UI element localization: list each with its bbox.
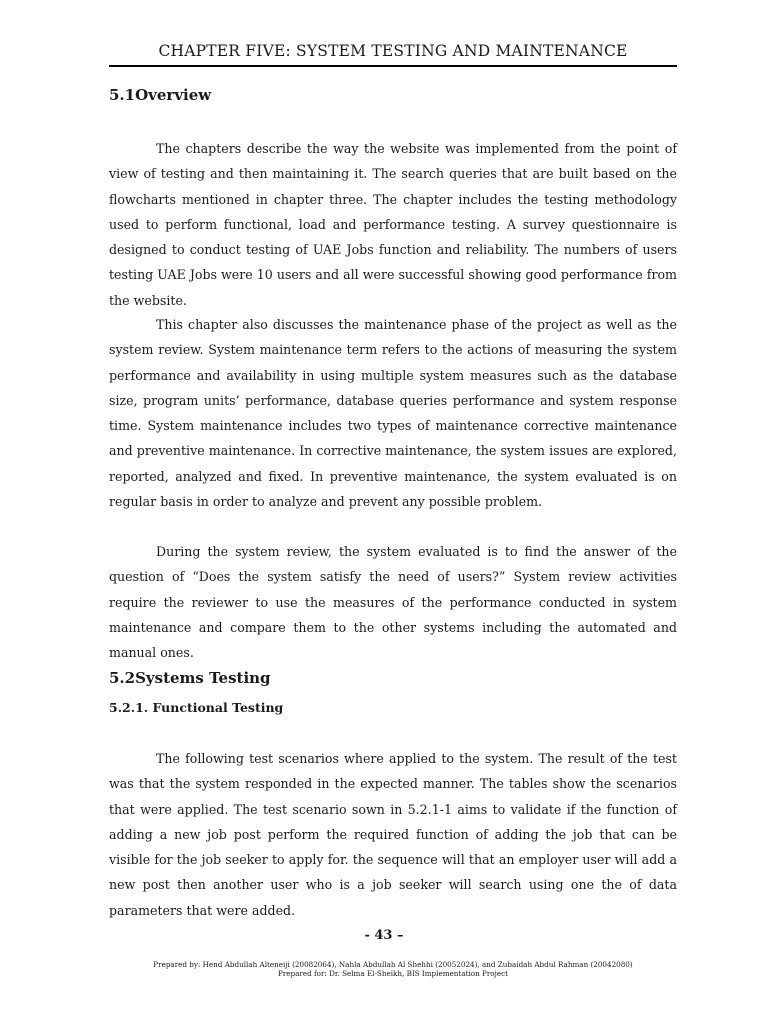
page-number: - 43 – [364,928,404,943]
footer-prepared-by: Prepared by: Hend Abdullah Alteneiji (20082064), Nahla Abdullah Al Shehhi (20052024), and Zubaidah Abdul Rahman (20042080) [153,960,633,969]
paragraph-overview-2: This chapter also discusses the maintenance phase of the project as well as the system review. System maintenance term refers to the actions of measuring the system performance and availability in using multiple system measures such as the database size, program units’ performance, database queries performance and system response time. System maintenance includes two types of maintenance corrective maintenance and preventive maintenance. In corrective maintenance, the system issues are explored, reported, analyzed and fixed. In preventive maintenance, the system evaluated is on regular basis in order to analyze and prevent any possible problem. [109,317,677,510]
paragraph-overview-3: During the system review, the system evaluated is to find the answer of the question of “Does the system satisfy the need of users?” System review activities require the reviewer to use the measures of the performance conducted in system maintenance and compare them to the other systems including the automated and manual ones. [109,544,677,661]
section-heading-overview: 5.1Overview [109,86,212,104]
subsection-heading-functional-testing: 5.2.1. Functional Testing [109,700,284,715]
section-heading-systems-testing: 5.2Systems Testing [109,669,271,687]
paragraph-functional-testing: The following test scenarios where applied to the system. The result of the test was that the system responded in the expected manner. The tables show the scenarios that were applied. The test scenario sown in 5.2.1-1 aims to validate if the function of adding a new job post perform the required function of adding the job that can be visible for the job seeker to apply for. the sequence will that an employer user will add a new post then another user who is a job seeker will search using one the of data parameters that were added. [109,751,677,918]
header-divider [109,65,677,67]
footer-prepared-for: Prepared for: Dr. Selma El-Sheikh, BIS Implementation Project [277,969,509,978]
chapter-header: CHAPTER FIVE: SYSTEM TESTING AND MAINTENANCE [158,42,628,60]
paragraph-overview-1: The chapters describe the way the website was implemented from the point of view of testing and then maintaining it. The search queries that are built based on the flowcharts mentioned in chapter three. The chapter includes the testing methodology used to perform functional, load and performance testing. A survey questionnaire is designed to conduct testing of UAE Jobs function and reliability. The numbers of users testing UAE Jobs were 10 users and all were successful showing good performance from the website. [109,141,677,308]
